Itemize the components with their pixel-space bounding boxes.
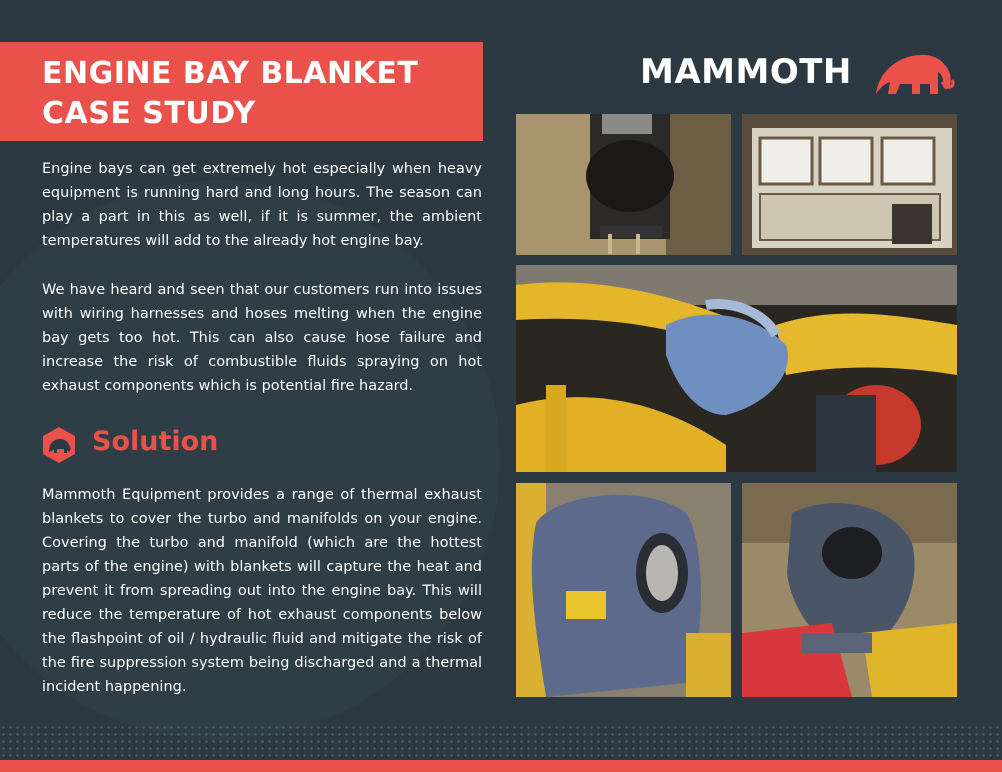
brand-logo xyxy=(640,40,960,96)
page-title-line-1: ENGINE BAY BLANKET xyxy=(42,56,419,91)
turbo-blanket-photo xyxy=(516,483,731,697)
title-banner xyxy=(0,42,483,141)
brand-logo-text: MAMMOTH xyxy=(640,52,852,92)
page-title-line-2: CASE STUDY xyxy=(42,96,256,131)
intro-paragraph-1: Engine bays can get extremely hot especially when heavy equipment is running hard and long hours. The season can play a part in this as well, if it is summer, the ambient temperatures will add to the already hot engine bay. xyxy=(42,161,482,249)
dot-pattern-divider xyxy=(0,724,1002,760)
footer-accent-bar xyxy=(0,760,1002,772)
solution-heading: Solution xyxy=(92,426,219,457)
turbo-blanket-installed-photo xyxy=(742,483,957,697)
damaged-manifold-photo xyxy=(742,114,957,255)
melted-component-photo xyxy=(516,114,731,255)
mammoth-hexagon-icon xyxy=(42,426,76,464)
mammoth-logo-icon xyxy=(872,42,958,96)
engine-bay-blanket-install-photo xyxy=(516,265,957,472)
intro-paragraph-2: We have heard and seen that our customers run into issues with wiring harnesses and hoses melting when the engine bay gets too hot. This can also cause hose failure and increase the risk of combustible fluids spraying on hot exhaust components which is potential fire hazard. xyxy=(42,282,482,394)
solution-paragraph: Mammoth Equipment provides a range of thermal exhaust blankets to cover the turbo and manifolds on your engine. Covering the turbo and manifold (which are the hottest parts of the engine) with blankets will capture the heat and prevent it from spreading out into the engine bay. This will reduce the temperature of hot exhaust components below the flashpoint of oil / hydraulic fluid and mitigate the risk of the fire suppression system being discharged and a thermal incident happening. xyxy=(42,487,482,695)
